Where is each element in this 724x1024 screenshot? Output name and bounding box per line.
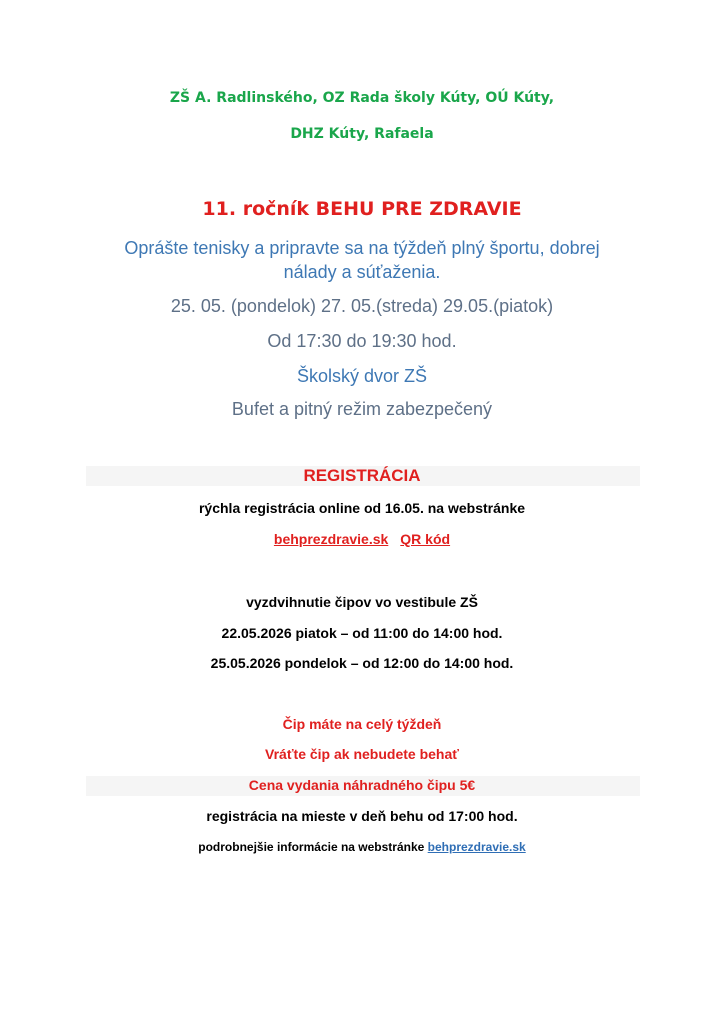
organizers-line-1: ZŠ A. Radlinského, OZ Rada školy Kúty, OÚ Kúty,: [169, 90, 555, 106]
chip-note-3: Cena vydania náhradného čipu 5€: [248, 777, 476, 793]
qr-code-link[interactable]: QR kód: [400, 531, 451, 547]
organizers-line-2: DHZ Kúty, Rafaela: [290, 126, 434, 142]
more-info-link[interactable]: behprezdravie.sk: [427, 840, 526, 854]
more-info: [0, 840, 724, 854]
buffet-info: Bufet a pitný režim zabezpečený: [231, 399, 493, 419]
event-title: 11. ročník BEHU PRE ZDRAVIE: [202, 198, 522, 220]
intro-line-2: nálady a súťaženia.: [283, 262, 441, 282]
event-venue: Školský dvor ZŠ: [296, 366, 428, 386]
intro-line-1: Oprášte tenisky a pripravte sa na týždeň plný športu, dobrej: [124, 238, 600, 258]
online-registration-text: rýchla registrácia online od 16.05. na webstránke: [198, 500, 526, 516]
more-info-text: podrobnejšie informácie na webstránke: [198, 840, 425, 854]
onsite-registration: registrácia na mieste v deň behu od 17:00 hod.: [206, 808, 518, 824]
registration-links: [0, 531, 724, 547]
chip-pickup-heading: vyzdvihnutie čipov vo vestibule ZŠ: [246, 594, 478, 610]
event-time: Od 17:30 do 19:30 hod.: [267, 331, 457, 351]
event-dates: 25. 05. (pondelok) 27. 05.(streda) 29.05.(piatok): [170, 296, 554, 316]
registration-link[interactable]: behprezdravie.sk: [273, 531, 389, 547]
chip-note-1: Čip máte na celý týždeň: [282, 716, 442, 732]
chip-note-2: Vráťte čip ak nebudete behať: [265, 746, 459, 762]
registration-heading: REGISTRÁCIA: [303, 466, 421, 485]
chip-pickup-slot-1: 22.05.2026 piatok – od 11:00 do 14:00 hod.: [221, 625, 503, 641]
chip-pickup-slot-2: 25.05.2026 pondelok – od 12:00 do 14:00 hod.: [210, 655, 514, 671]
